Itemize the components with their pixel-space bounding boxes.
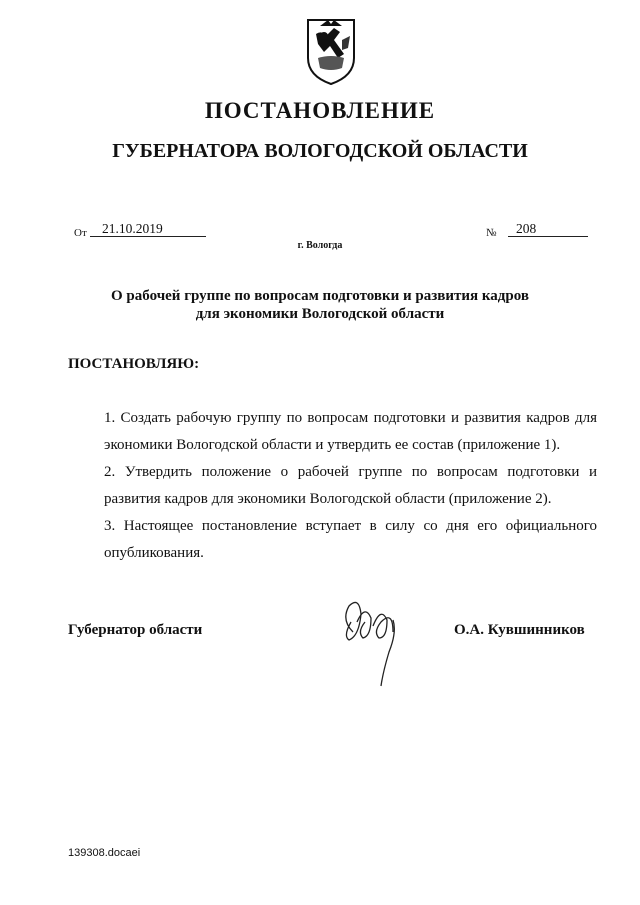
subject-line-2: для экономики Вологодской области [195,306,445,322]
document-type: ПОСТАНОВЛЕНИЕ [204,98,436,123]
decree-item-1: 1. Создать рабочую группу по вопросам подготовки и развития кадров для экономики Вологодской области и утвердить ее состав (приложение 1). [104,410,597,453]
handwritten-signature-icon [335,592,415,688]
decree-item-3: 3. Настоящее постановление вступает в силу со дня его официального опубликования. [104,518,597,561]
number-underline [508,236,588,237]
coat-of-arms-icon [304,14,358,86]
signatory-title: Губернатор области [68,622,203,638]
city: г. Вологда [297,240,343,251]
decree-word: ПОСТАНОВЛЯЮ: [68,356,200,372]
date-underline [90,236,206,237]
decree-item-2: 2. Утвердить положение о рабочей группе по вопросам подготовки и развития кадров для экономики Вологодской области (приложение 2). [104,464,597,507]
date-prefix: От [74,227,87,239]
decree-items [68,405,597,567]
document-subject [60,287,580,323]
subject-line-1: О рабочей группе по вопросам подготовки и развития кадров [111,288,529,304]
document-number: 208 [516,221,537,236]
document-issuer: ГУБЕРНАТОРА ВОЛОГОДСКОЙ ОБЛАСТИ [112,140,528,162]
number-prefix: № [486,227,497,239]
file-identifier: 139308.docaei [68,847,141,859]
signatory-name: О.А. Кувшинников [454,622,585,638]
document-date: 21.10.2019 [102,221,163,236]
